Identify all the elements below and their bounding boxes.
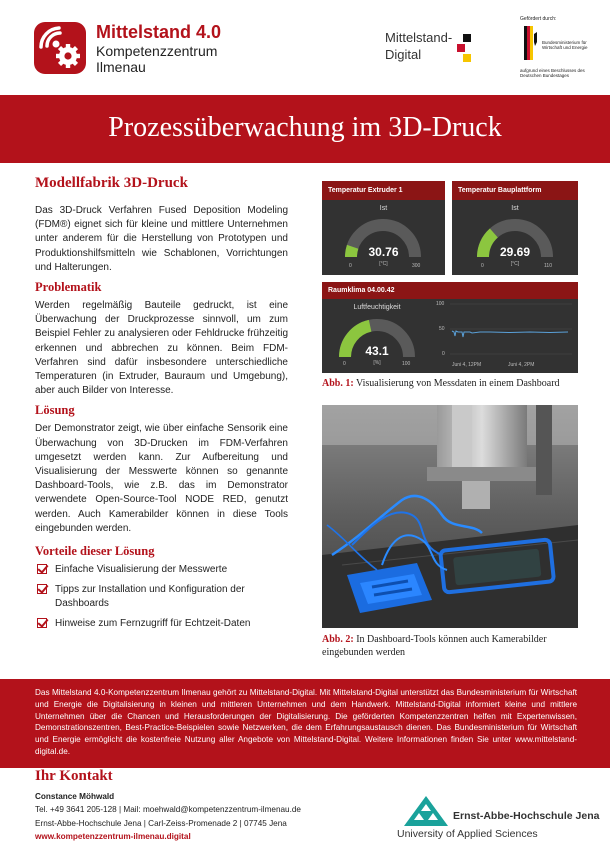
- brand-logo-icon: [34, 22, 86, 74]
- brand-subtitle-location: Ilmenau: [96, 59, 146, 75]
- title-banner: [0, 95, 610, 163]
- brand-subtitle: Kompetenzzentrum: [96, 43, 218, 59]
- advantage-text: Hinweise zum Fernzugriff für Echtzeit-Daten: [55, 618, 251, 630]
- dashboard-figure: [322, 181, 578, 373]
- intro-paragraph: Das 3D-Druck Verfahren Fused Deposition Modeling (FDM®) eignet sich für kleine und mittlere Unternehmen unter anderem für die Herstellung von Prototypen und Produktionshilfsmitteln wie Schablonen, Vorrichtungen und Halterungen.: [35, 205, 288, 273]
- partner-logo-line1: Mittelstand-: [385, 30, 453, 45]
- list-item: [35, 583, 288, 611]
- figure-caption-1: [322, 378, 580, 391]
- funding-info-text: Das Mittelstand 4.0-Kompetenzzentrum Ilmenau gehört zu Mittelstand-Digital. Mit Mittelstand-Digital unterstützt das Bundesministerium für Wirtschaft und Energie die Digitalisierung in kleinen und mittleren Unternehmen und dem Handwerk. Mittelstand-Digital informiert kleine und mittlere Unternehmen über die Chancen und Herausforderungen der Digitalisierung. Die geförderten Kompetenzzentren helfen mit Expertenwissen, Demonstrationszentren, Best-Practice-Beispielen sowie Netzwerken, die dem Erfahrungsaustausch dienen. Das Bundesministerium für Wirtschaft und Energie ermöglicht die kostenfreie Nutzung aller Angebote von Mittelstand-Digital. Weitere Informationen finden Sie unter www.mittelstand-digital.de.: [35, 688, 577, 756]
- university-subtitle: University of Applied Sciences: [397, 828, 538, 840]
- page-header: [0, 0, 610, 95]
- checkbox-icon: [37, 584, 47, 594]
- mittelstand-digital-logo: [385, 30, 480, 66]
- dashboard-panel-raumklima: [322, 282, 578, 373]
- university-name: Ernst-Abbe-Hochschule Jena: [453, 810, 600, 822]
- dashboard-panel-bauplattform: [452, 181, 578, 275]
- 3d-print-image: [322, 405, 578, 628]
- panel-title: Raumklima 04.00.42: [322, 282, 578, 299]
- contact-heading: Ihr Kontakt: [35, 768, 113, 784]
- advantage-text: Tipps zur Installation und Konfiguration der Dashboards: [55, 584, 245, 610]
- section-heading-modellfabrik: Modellfabrik 3D-Druck: [35, 175, 188, 191]
- gauge-label: Ist: [511, 205, 519, 212]
- gauge-min: 0: [343, 361, 346, 367]
- contact-address: Ernst-Abbe-Hochschule Jena | Carl-Zeiss-Promenade 2 | 07745 Jena: [35, 819, 287, 828]
- list-item: [35, 563, 288, 577]
- gauge-value: 43.1: [365, 344, 389, 358]
- eagle-icon: [524, 26, 538, 60]
- gauge-max: 300: [412, 263, 421, 269]
- humidity-series-line: [452, 331, 568, 337]
- dashboard-panel-extruder: [322, 181, 445, 275]
- gauge-min: 0: [349, 263, 352, 269]
- gauge-label: Ist: [379, 205, 388, 212]
- figure-caption-2: [322, 634, 578, 659]
- section-heading-advantages: Vorteile dieser Lösung: [35, 544, 155, 559]
- printer-photo: [322, 405, 578, 628]
- partner-logo-line2: Digital: [385, 47, 422, 62]
- advantage-text: Einfache Visualisierung der Messwerte: [55, 564, 228, 576]
- chart-x-tick: Juni 4, 2PM: [508, 362, 535, 368]
- panel-title: Temperatur Bauplattform: [452, 181, 578, 200]
- humidity-line-chart: [450, 302, 572, 358]
- page-title: Prozessüberwachung im 3D-Druck: [108, 112, 502, 143]
- chart-x-tick: Juni 4, 12PM: [452, 362, 482, 368]
- gauge-value: 29.69: [499, 245, 531, 259]
- university-logo: [395, 795, 600, 843]
- panel-title: Temperatur Extruder 1: [322, 181, 445, 200]
- gauge-unit: [°C]: [510, 261, 520, 267]
- funding-info-band: [0, 679, 610, 768]
- gauge-unit: [°C]: [379, 261, 388, 267]
- gauge-max: 110: [544, 263, 552, 269]
- gauge-max: 100: [402, 361, 411, 367]
- solution-paragraph: Der Demonstrator zeigt, wie über einfache Sensorik eine Überwachung von 3D-Drucken im FDM-Verfahren umgesetzt werden kann. Zur Aufbereitung und Visualisierung der Messwerte können so genannte Dashboard-Tools, wie z.B. das im Demonstrator verwendete Open-Source-Tool NODE RED, genutzt werden. Auch Kamerabilder können in diese Tools eingebunden werden.: [35, 423, 288, 534]
- checkbox-icon: [37, 564, 47, 574]
- eah-triangle-icon: [403, 795, 449, 827]
- problem-paragraph: Werden regelmäßig Bauteile gedruckt, ist eine Überwachung der Druckprozesse sinnvoll, um zum Beispiel Fehler zu analysieren oder Fehldrucke frühzeitig erkennen und abbrechen zu können. Beim FDM-Verfahren sind dafür insbesondere unterschiedliche Temperaturen (in Extruder, Bauraum und Umgebung), aber auch Bilder von Interesse.: [35, 300, 288, 397]
- flag-dots-icon: [457, 34, 477, 64]
- gauge-min: 0: [481, 263, 484, 269]
- contact-name: Constance Möhwald: [35, 792, 115, 801]
- left-column: [35, 175, 288, 637]
- caption-text: Visualisierung von Messdaten in einem Dashboard: [356, 378, 560, 389]
- brand-title: Mittelstand 4.0: [96, 22, 222, 42]
- chart-y-tick: 0: [442, 351, 445, 357]
- advantages-list: [35, 563, 288, 631]
- ministry-name: Bundesministerium für Wirtschaft und Energie: [542, 40, 588, 50]
- gauge-label: Luftfeuchtigkeit: [353, 304, 401, 311]
- list-item: [35, 617, 288, 631]
- section-heading-solution: Lösung: [35, 403, 75, 418]
- caption-text: In Dashboard-Tools können auch Kamerabilder eingebunden werden: [322, 634, 547, 658]
- checkbox-icon: [37, 618, 47, 628]
- funding-note: aufgrund eines Beschlusses des Deutschen Bundestages: [520, 68, 585, 78]
- contact-phone-mail: Tel. +49 3641 205-128 | Mail: moehwald@kompetenzzentrum-ilmenau.de: [35, 805, 301, 814]
- caption-label: Abb. 2:: [322, 634, 354, 645]
- contact-website-link[interactable]: www.kompetenzzentrum-ilmenau.digital: [35, 832, 191, 841]
- chart-y-tick: 100: [436, 301, 445, 307]
- caption-label: Abb. 1:: [322, 378, 354, 389]
- chart-y-tick: 50: [439, 326, 445, 332]
- gauge-unit: [%]: [373, 360, 381, 366]
- funding-logo: [520, 16, 605, 86]
- section-heading-problem: Problematik: [35, 280, 102, 295]
- gauge-value: 30.76: [368, 245, 399, 259]
- funding-label: Gefördert durch:: [520, 16, 557, 22]
